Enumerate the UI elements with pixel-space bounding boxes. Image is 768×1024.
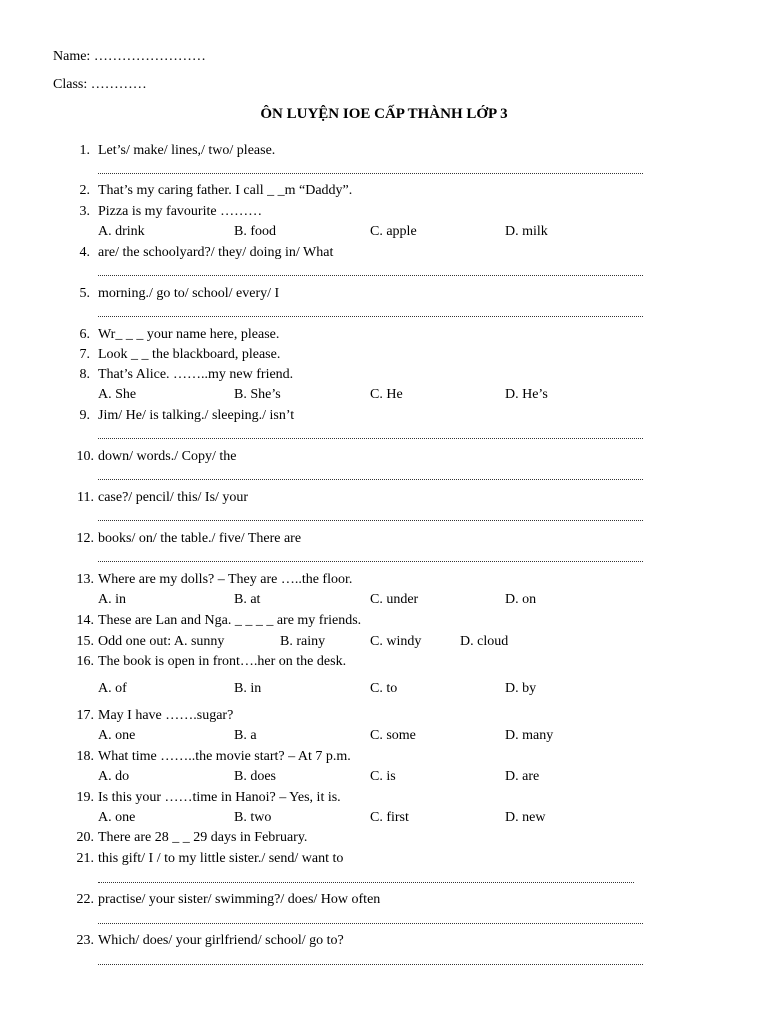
question-number: 3. <box>79 204 90 219</box>
question-text: practise/ your sister/ swimming?/ does/ How often <box>98 892 381 907</box>
answer-line <box>98 923 643 924</box>
question-text: Odd one out: A. sunny <box>98 634 225 649</box>
question-number: 1. <box>79 143 90 158</box>
option-d: D. new <box>505 810 546 825</box>
question-text: are/ the schoolyard?/ they/ doing in/ What <box>98 245 334 260</box>
question-number: 5. <box>79 286 90 301</box>
question-number: 21. <box>76 851 94 866</box>
question-number: 20. <box>76 830 94 845</box>
question-text: Pizza is my favourite ……… <box>98 204 263 219</box>
option-b: B. She’s <box>234 387 281 402</box>
question-text: Where are my dolls? – They are …..the floor. <box>98 572 353 587</box>
option-c: C. windy <box>370 634 422 649</box>
question-number: 18. <box>76 749 94 764</box>
question-text: books/ on/ the table./ five/ There are <box>98 531 302 546</box>
question-number: 6. <box>79 327 90 342</box>
page-title: ÔN LUYỆN IOE CẤP THÀNH LỚP 3 <box>260 106 508 122</box>
question-number: 17. <box>76 708 94 723</box>
question-number: 2. <box>79 183 90 198</box>
option-b: B. a <box>234 728 257 743</box>
option-b: B. two <box>234 810 272 825</box>
question-number: 22. <box>76 892 94 907</box>
option-b: B. at <box>234 592 261 607</box>
option-d: D. on <box>505 592 537 607</box>
question-text: There are 28 _ _ 29 days in February. <box>98 830 308 845</box>
question-number: 9. <box>79 408 90 423</box>
option-c: C. is <box>370 769 396 784</box>
option-b: B. food <box>234 224 276 239</box>
option-a: A. She <box>98 387 137 402</box>
question-text: May I have …….sugar? <box>98 708 234 723</box>
option-a: A. in <box>98 592 126 607</box>
question-text: morning./ go to/ school/ every/ I <box>98 286 280 301</box>
question-text: Let’s/ make/ lines,/ two/ please. <box>98 143 276 158</box>
option-b: B. does <box>234 769 276 784</box>
question-text: That’s my caring father. I call _ _m “Daddy”. <box>98 183 353 198</box>
question-text: this gift/ I / to my little sister./ send/ want to <box>98 851 344 866</box>
question-number: 11. <box>77 490 94 505</box>
option-c: C. under <box>370 592 419 607</box>
question-number: 13. <box>76 572 94 587</box>
answer-line <box>98 882 634 883</box>
option-c: C. apple <box>370 224 417 239</box>
question-number: 23. <box>76 933 94 948</box>
option-c: C. first <box>370 810 409 825</box>
question-number: 16. <box>76 654 94 669</box>
answer-line <box>98 173 643 174</box>
option-d: D. milk <box>505 224 548 239</box>
question-number: 12. <box>76 531 94 546</box>
option-c: C. some <box>370 728 416 743</box>
option-a: A. do <box>98 769 130 784</box>
question-number: 19. <box>76 790 94 805</box>
question-text: These are Lan and Nga. _ _ _ _ are my friends. <box>98 613 362 628</box>
option-d: D. He’s <box>505 387 548 402</box>
answer-line <box>98 275 643 276</box>
question-text: That’s Alice. ……..my new friend. <box>98 367 294 382</box>
question-text: Which/ does/ your girlfriend/ school/ go to? <box>98 933 344 948</box>
answer-line <box>98 561 643 562</box>
question-number: 7. <box>79 347 90 362</box>
option-b: B. rainy <box>280 634 326 649</box>
question-text: What time ……..the movie start? – At 7 p.m. <box>98 749 351 764</box>
question-number: 14. <box>76 613 94 628</box>
answer-line <box>98 479 643 480</box>
question-text: Jim/ He/ is talking./ sleeping./ isn’t <box>98 408 295 423</box>
option-c: C. to <box>370 681 398 696</box>
question-number: 15. <box>76 634 94 649</box>
option-c: C. He <box>370 387 403 402</box>
option-a: A. drink <box>98 224 145 239</box>
option-b: B. in <box>234 681 262 696</box>
name-field: Name: …………………… <box>53 49 206 64</box>
question-number: 4. <box>79 245 90 260</box>
option-d: D. many <box>505 728 554 743</box>
option-d: D. by <box>505 681 537 696</box>
answer-line <box>98 964 643 965</box>
option-d: D. cloud <box>460 634 509 649</box>
answer-line <box>98 438 643 439</box>
question-text: The book is open in front….her on the desk. <box>98 654 347 669</box>
question-number: 8. <box>79 367 90 382</box>
question-text: case?/ pencil/ this/ Is/ your <box>98 490 249 505</box>
question-text: Look _ _ the blackboard, please. <box>98 347 281 362</box>
option-a: A. of <box>98 681 127 696</box>
answer-line <box>98 520 643 521</box>
option-a: A. one <box>98 810 136 825</box>
question-text: Wr_ _ _ your name here, please. <box>98 327 280 342</box>
option-d: D. are <box>505 769 540 784</box>
answer-line <box>98 316 643 317</box>
question-text: down/ words./ Copy/ the <box>98 449 237 464</box>
class-field: Class: ………… <box>53 77 147 92</box>
question-number: 10. <box>76 449 94 464</box>
question-text: Is this your ……time in Hanoi? – Yes, it is. <box>98 790 341 805</box>
option-a: A. one <box>98 728 136 743</box>
